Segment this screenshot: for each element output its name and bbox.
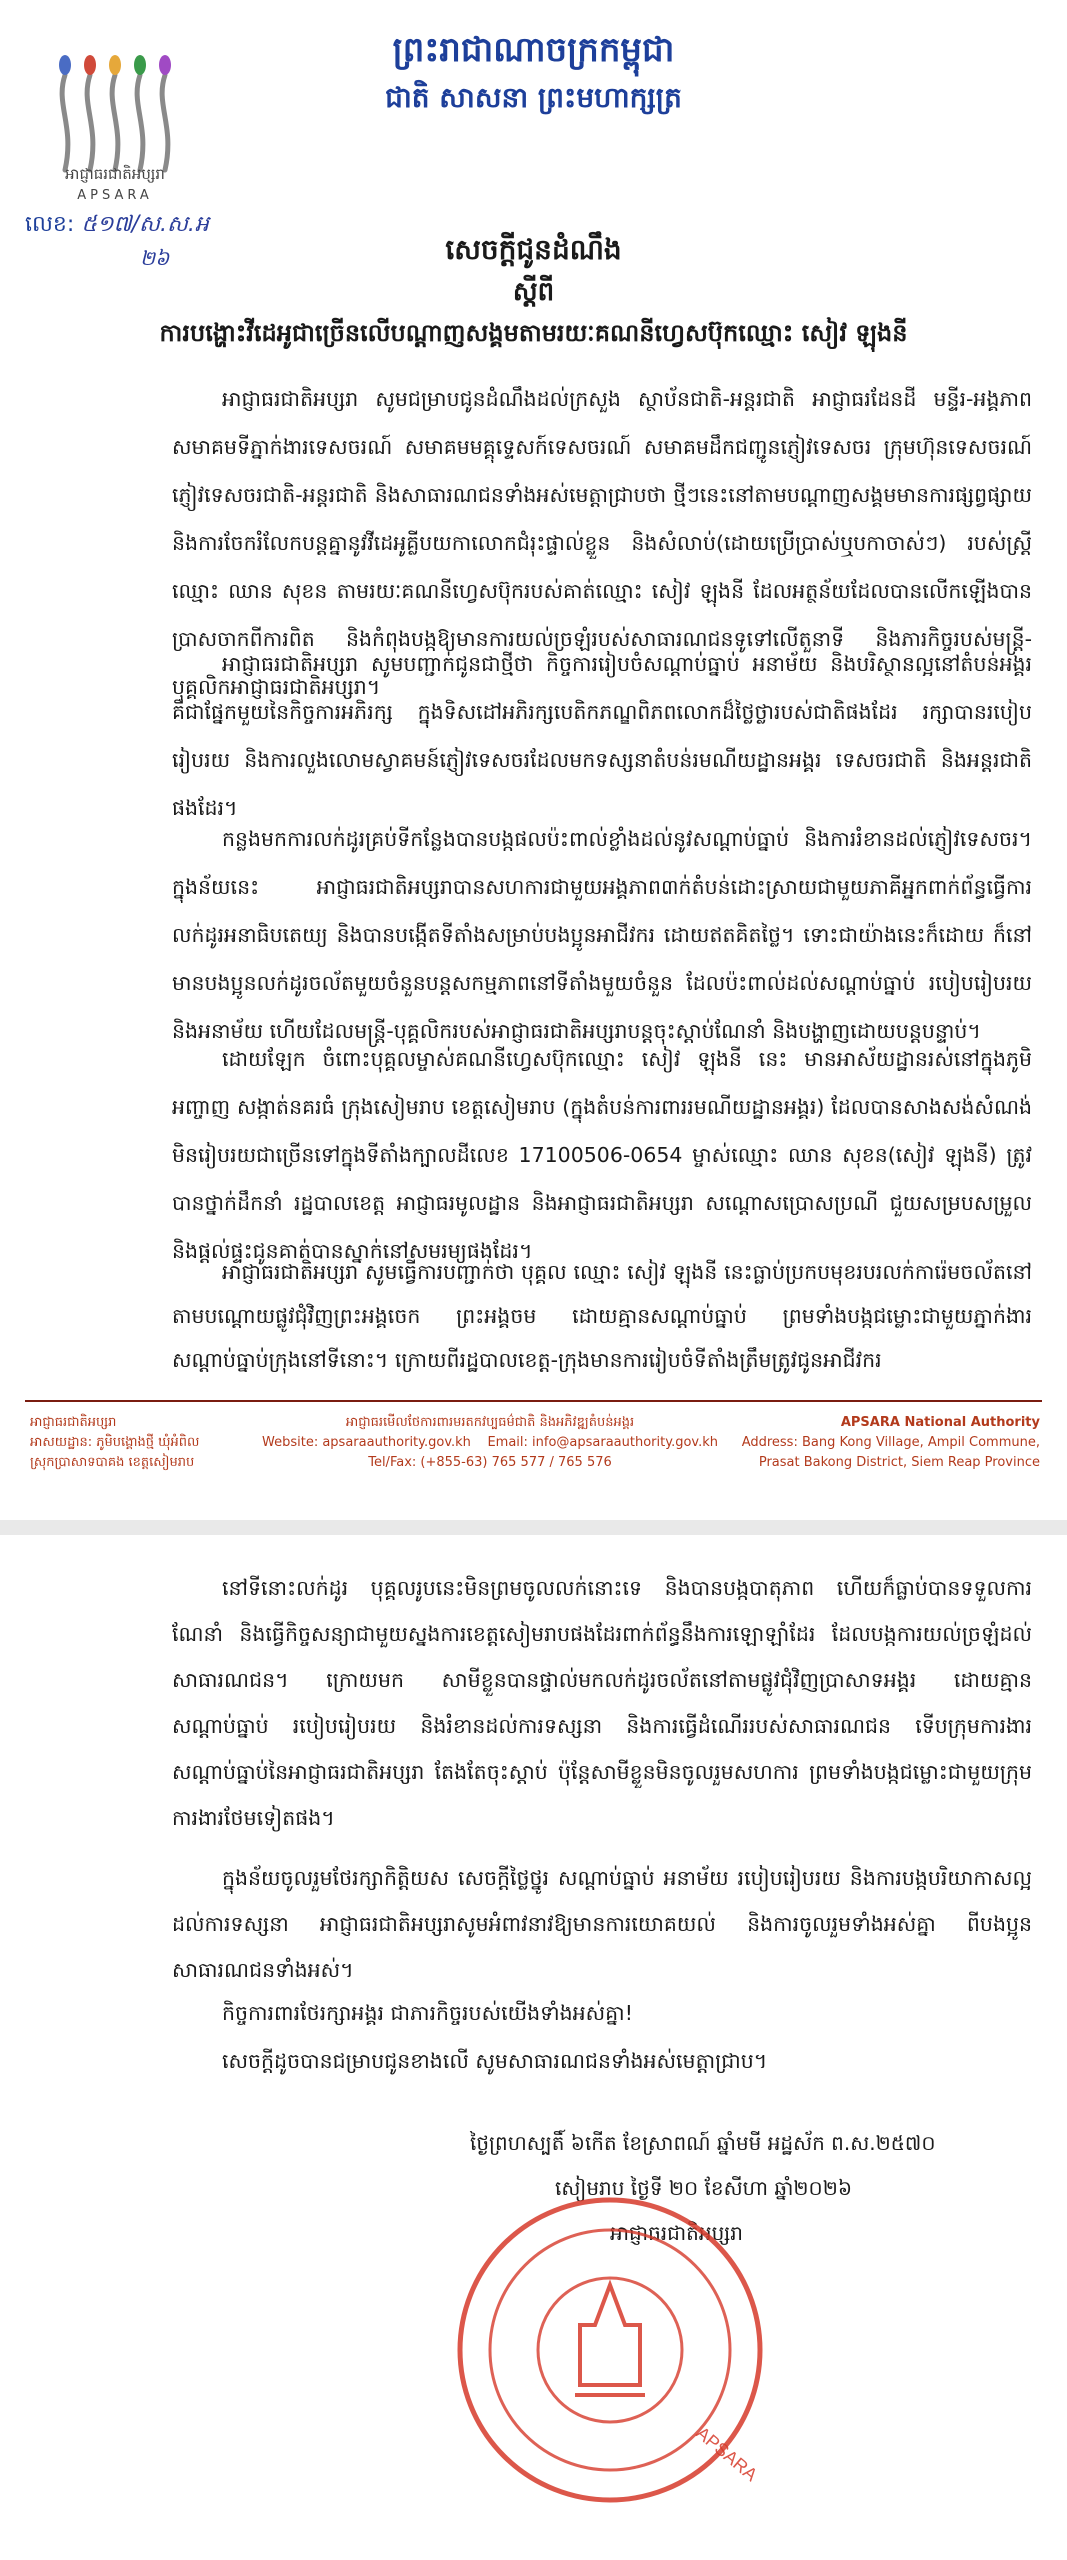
notice-subject: ការបង្ហោះវីដេអូជាច្រើនលើបណ្តាញសង្គមតាមរយៈគណនីហ្វេសប៊ុកឈ្មោះ សៀវ ឡុងនី <box>159 319 908 347</box>
ref-year: ២៦ <box>140 246 170 270</box>
ref-label: លេខ: <box>25 212 75 237</box>
body-paragraph: អាជ្ញាធរជាតិអប្សរា សូមជម្រាបជូនដំណឹងដល់ក្រសួង ស្ថាប័នជាតិ-អន្តរជាតិ អាជ្ញាធរដែនដី មន្ទីរ-អង្គភាពសមាគមទីភ្នាក់ងារទេសចរណ៍ សមាគមមគ្គុទ្ទេសក៍ទេសចរណ៍ សមាគមដឹកជញ្ជូនភ្ញៀវទេសចរ ក្រុមហ៊ុនទេសចរណ៍ ភ្ញៀវទេសចរជាតិ-អន្តរជាតិ និងសាធារណជនទាំងអស់មេត្តាជ្រាបថា ថ្មីៗនេះនៅតាមបណ្តាញសង្គមមានការផ្សព្វផ្សាយ និងការចែករំលែកបន្តគ្នានូវវីដេអូគ្លីបយកាលោកជំរុះផ្ទាល់ខ្លួន និងសំលាប់(ដោយប្រើប្រាស់ឬបកាចាស់ៗ) របស់ស្ត្រីឈ្មោះ ឈាន សុខន តាមរយៈគណនីហ្វេសប៊ុករបស់គាត់ឈ្មោះ សៀវ ឡុងនី ដែលអត្ថន័យដែលបានលើកឡើងបានប្រាសចាកពីការពិត និងកំពុងបង្កឱ្យមានការយល់ច្រឡំរបស់សាធារណជនទូទៅលើតួនាទី និងភារកិច្ចរបស់មន្ត្រី-បុគ្គលិកអាជ្ញាធរជាតិអប្សរា។ <box>172 387 1032 699</box>
footer-website-link[interactable]: Website: apsaraauthority.gov.kh <box>262 1435 471 1450</box>
official-seal-icon <box>445 2185 775 2515</box>
footer-right: APSARA National Authority Address: Bang Kong Village, Ampil Commune, Prasat Bakong District, Siem Reap Province <box>741 1415 1040 1470</box>
footer-contact <box>250 1413 730 1473</box>
org-name-latin: APSARA <box>77 188 153 203</box>
footer-left: អាជ្ញាធរជាតិអប្សរា អាសយដ្ឋាន: ភូមិបង្គោងថ្មី ឃុំអំពិល ស្រុកប្រាសាទបាគង ខេត្តសៀមរាប <box>30 1415 200 1470</box>
body-paragraph: កន្លងមកការលក់ដូរគ្រប់ទីកន្លែងបានបង្កផលប៉ះពាល់ខ្លាំងដល់នូវសណ្តាប់ធ្នាប់ និងការរំខានដល់ភ្ញៀវទេសចរ។ ក្នុងន័យនេះ អាជ្ញាធរជាតិអប្សរាបានសហការជាមួយអង្គភាព៣ក់តំបន់ដោះស្រាយជាមួយភាគីអ្នកពាក់ព័ន្ធធ្វើការលក់ដូរអនាធិបតេយ្យ និងបានបង្កើតទីតាំងសម្រាប់បងប្អូនអាជីវករ ដោយឥតគិតថ្លៃ។ ទោះជាយ៉ាងនេះក៏ដោយ ក៏នៅមានបងប្អូនលក់ដូរចល័តមួយចំនួនបន្តសកម្មភាពនៅទីតាំងមួយចំនួន ដែលប៉ះពាល់ដល់សណ្តាប់ធ្នាប់ របៀបរៀបរយ និងអនាម័យ ហើយដែលមន្ត្រី-បុគ្គលិករបស់អាជ្ញាធរជាតិអប្សរាបន្តចុះស្តាប់ណែនាំ និងបង្ហាញដោយបន្តបន្ទាប់។ <box>172 827 1032 1043</box>
footer-tagline: អាជ្ញាធរមើលថែការពារមរតកវប្បធម៌ជាតិ និងអភិវឌ្ឍតំបន់អង្គរ <box>345 1415 635 1430</box>
notice-subtitle: ស្តីពី <box>512 277 555 307</box>
footer-tel: Tel/Fax: (+855-63) 765 577 / 765 576 <box>368 1455 612 1470</box>
svg-text:APSARA: APSARA <box>692 2422 762 2486</box>
ref-value: ៥១៧/ស.ស.អ <box>81 212 209 237</box>
notice-title: សេចក្តីជូនដំណឹង <box>445 233 622 266</box>
footer-email-link[interactable]: Email: info@apsaraauthority.gov.kh <box>487 1435 718 1450</box>
body-paragraph: ដោយឡែក ចំពោះបុគ្គលម្ចាស់គណនីហ្វេសប៊ុកឈ្មោះ សៀវ ឡុងនី នេះ មានអាស័យដ្ឋានរស់នៅក្នុងភូមិអញ្ចាញ សង្កាត់នគរធំ ក្រុងសៀមរាប ខេត្តសៀមរាប (ក្នុងតំបន់ការពាររមណីយដ្ឋានអង្គរ) ដែលបានសាងសង់សំណង់មិនរៀបរយជាច្រើនទៅក្នុងទីតាំងក្បាលដីលេខ 17100506-0654 ម្ចាស់ឈ្មោះ ឈាន សុខន(សៀវ ឡុងនី) ត្រូវបានថ្នាក់ដឹកនាំ រដ្ឋបាលខេត្ត អាជ្ញាធរមូលដ្ឋាន និងអាជ្ញាធរជាតិអប្សរា សណ្តោសប្រោសប្រណី ជួយសម្របសម្រួល និងផ្តល់ផ្ទះជូនគាត់បានស្នាក់នៅសមរម្យផងដែរ។ <box>172 1047 1032 1263</box>
body-paragraph: កិច្ចការពារថែរក្សាអង្គរ ជាភារកិច្ចរបស់យើងទាំងអស់គ្នា! <box>222 2001 633 2025</box>
footer-divider <box>25 1400 1042 1402</box>
kingdom-heading: ព្រះរាជាណាចក្រកម្ពុជា <box>392 30 675 70</box>
body-paragraph: សេចក្តីដូចបានជម្រាបជូនខាងលើ សូមសាធារណជនទាំងអស់មេត្តាជ្រាប។ <box>222 2049 768 2073</box>
date-lunar: ថ្ងៃព្រហស្បតិ៍ ៦កើត ខែស្រាពណ៍ ឆ្នាំមមី អដ្ឋស័ក ព.ស.២៥៧០ <box>470 2131 936 2155</box>
body-paragraph: ក្នុងន័យចូលរួមថែរក្សាកិត្តិយស សេចក្តីថ្លៃថ្នូរ សណ្តាប់ធ្នាប់ អនាម័យ របៀបរៀបរយ និងការបង្កបរិយាកាសល្អដល់ការទស្សនា អាជ្ញាធរជាតិអប្សរាសូមអំពាវនាវឱ្យមានការយោគយល់ និងការចូលរួមទាំងអស់គ្នា ពីបងប្អូនសាធារណជនទាំងអស់។ <box>172 1866 1032 1982</box>
national-motto: ជាតិ សាសនា ព្រះមហាក្សត្រ <box>385 81 682 114</box>
signing-authority: អាជ្ញាធរជាតិអប្សរា <box>610 2221 743 2245</box>
body-paragraph: អាជ្ញាធរជាតិអប្សរា សូមធ្វើការបញ្ជាក់ថា បុគ្គល ឈ្មោះ សៀវ ឡុងនី នេះធ្លាប់ប្រកបមុខរបរលក់ការ៉េមចល័តនៅតាមបណ្តោយផ្លូវជុំវិញព្រះអង្គចេក ព្រះអង្គចម ដោយគ្មានសណ្តាប់ធ្នាប់ ព្រមទាំងបង្កជម្លោះជាមួយភ្នាក់ងារសណ្តាប់ធ្នាប់ក្រុងនៅទីនោះ។ ក្រោយពីរដ្ឋបាលខេត្ត-ក្រុងមានការរៀបចំទីតាំងត្រឹមត្រូវជូនអាជីវករ <box>172 1260 1032 1372</box>
date-solar: សៀមរាប ថ្ងៃទី ២០ ខែសីហា ឆ្នាំ២០២៦ <box>555 2176 853 2200</box>
body-paragraph: នៅទីនោះលក់ដូរ បុគ្គលរូបនេះមិនព្រមចូលលក់នោះទេ និងបានបង្កបាតុភាព ហើយក៏ធ្លាប់បានទទួលការណែនាំ និងធ្វើកិច្ចសន្យាជាមួយស្នងការខេត្តសៀមរាបផងដែរពាក់ព័ន្ធនឹងការឡោឡាំដែរ ដែលបង្កការយល់ច្រឡំដល់សាធារណជន។ ក្រោយមក សាមីខ្លួនបានផ្ទាល់មកលក់ដូរចល័តនៅតាមផ្លូវជុំវិញប្រាសាទអង្គរ ដោយគ្មានសណ្តាប់ធ្នាប់ របៀបរៀបរយ និងរំខានដល់ការទស្សនា និងការធ្វើដំណើររបស់សាធារណជន ទើបក្រុមការងារសណ្តាប់ធ្នាប់នៃអាជ្ញាធរជាតិអប្សរា តែងតែចុះស្តាប់ ប៉ុន្តែសាមីខ្លួនមិនចូលរួមសហការ ព្រមទាំងបង្កជម្លោះជាមួយក្រុមការងារថែមទៀតផង។ <box>172 1576 1032 1830</box>
body-paragraph: អាជ្ញាធរជាតិអប្សរា សូមបញ្ជាក់ជូនជាថ្មីថា កិច្ចការរៀបចំសណ្តាប់ធ្នាប់ អនាម័យ និងបរិស្ថានល្អនៅតំបន់អង្គរ គឺជាផ្នែកមួយនៃកិច្ចការអភិរក្ស ក្នុងទិសដៅអភិរក្សបេតិកភណ្ឌពិភពលោកដ៏ថ្លៃថ្លារបស់ជាតិផងដែរ រក្សាបានរបៀបរៀបរយ និងការលួងលោមស្វាគមន៍ភ្ញៀវទេសចរដែលមកទស្សនាតំបន់រមណីយដ្ឋានអង្គរ ទេសចរជាតិ និងអន្តរជាតិផងដែរ។ <box>172 652 1032 820</box>
org-name-khmer: អាជ្ញាធរជាតិអប្សរា <box>65 165 165 183</box>
